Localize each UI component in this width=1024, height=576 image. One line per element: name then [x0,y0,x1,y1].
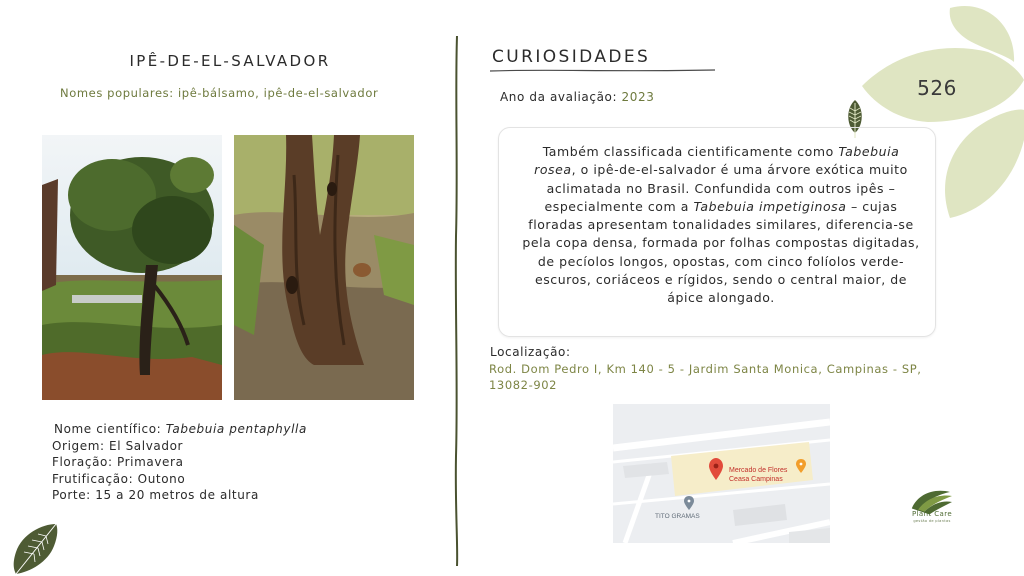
location-label: Localização: [490,345,571,359]
flowering: Floração: Primavera [52,455,184,470]
scientific-name [52,421,307,438]
page-number: 526 [917,76,957,100]
description-text [520,143,922,308]
map-place-name-line2: Ceasa Campinas [729,476,783,483]
species-title: IPÊ-DE-EL-SALVADOR [129,52,331,70]
description-part: – cujas floradas apresentam tonalidades similares, diferencia-se pela copa densa, formada por folhas compostas digitadas, de pecíolos longos, opostas, com cinco folíolos verde-escuros, coriáceos e rígidos, sendo o central maior, de ápice alongado. [522,198,920,306]
description-italic: Tabebuia impetiginosa [693,198,847,214]
title-underline [490,66,715,76]
origin: Origem: El Salvador [52,438,184,453]
evaluation-year-value: 2023 [621,90,655,104]
popular-names-label: Nomes populares: [60,86,174,100]
popular-names-value: ipê-bálsamo, ipê-de-el-salvador [178,86,379,100]
vertical-divider [452,36,462,566]
description-part: , o ipê-de-el-salvador é uma árvore exótica muito aclimatada no Brasil. Confundida com outros ipês – especialmente com a [544,162,908,214]
trunk-photo [234,135,414,400]
location-address: Rod. Dom Pedro I, Km 140 - 5 - Jardim Santa Monica, Campinas - SP, 13082-902 [489,362,922,392]
evaluation-year-label: Ano da avaliação: [500,90,618,104]
curiosities-title: CURIOSIDADES [492,47,651,67]
description-italic: Tabebuia rosea [534,144,900,178]
plant-facts [52,421,307,504]
scientific-name-value: Tabebuia pentaphylla [165,422,307,436]
brand-tagline: gestão de plantas [913,519,951,523]
evaluation-year [500,90,655,104]
map-secondary-place: TITO GRAMAS [655,513,700,520]
popular-names [60,86,420,100]
scientific-name-label: Nome científico: [54,422,162,436]
leaf-icon [8,520,62,576]
size: Porte: 15 a 20 metros de altura [52,488,259,503]
brand-name: Plant Care [911,510,953,518]
tree-photo [42,135,222,400]
map-place-name-line1: Mercado de Flores [729,467,788,474]
description-part: Também classificada cientificamente como [542,144,834,159]
location-map[interactable] [613,404,830,543]
fruiting: Frutificação: Outono [52,471,186,486]
